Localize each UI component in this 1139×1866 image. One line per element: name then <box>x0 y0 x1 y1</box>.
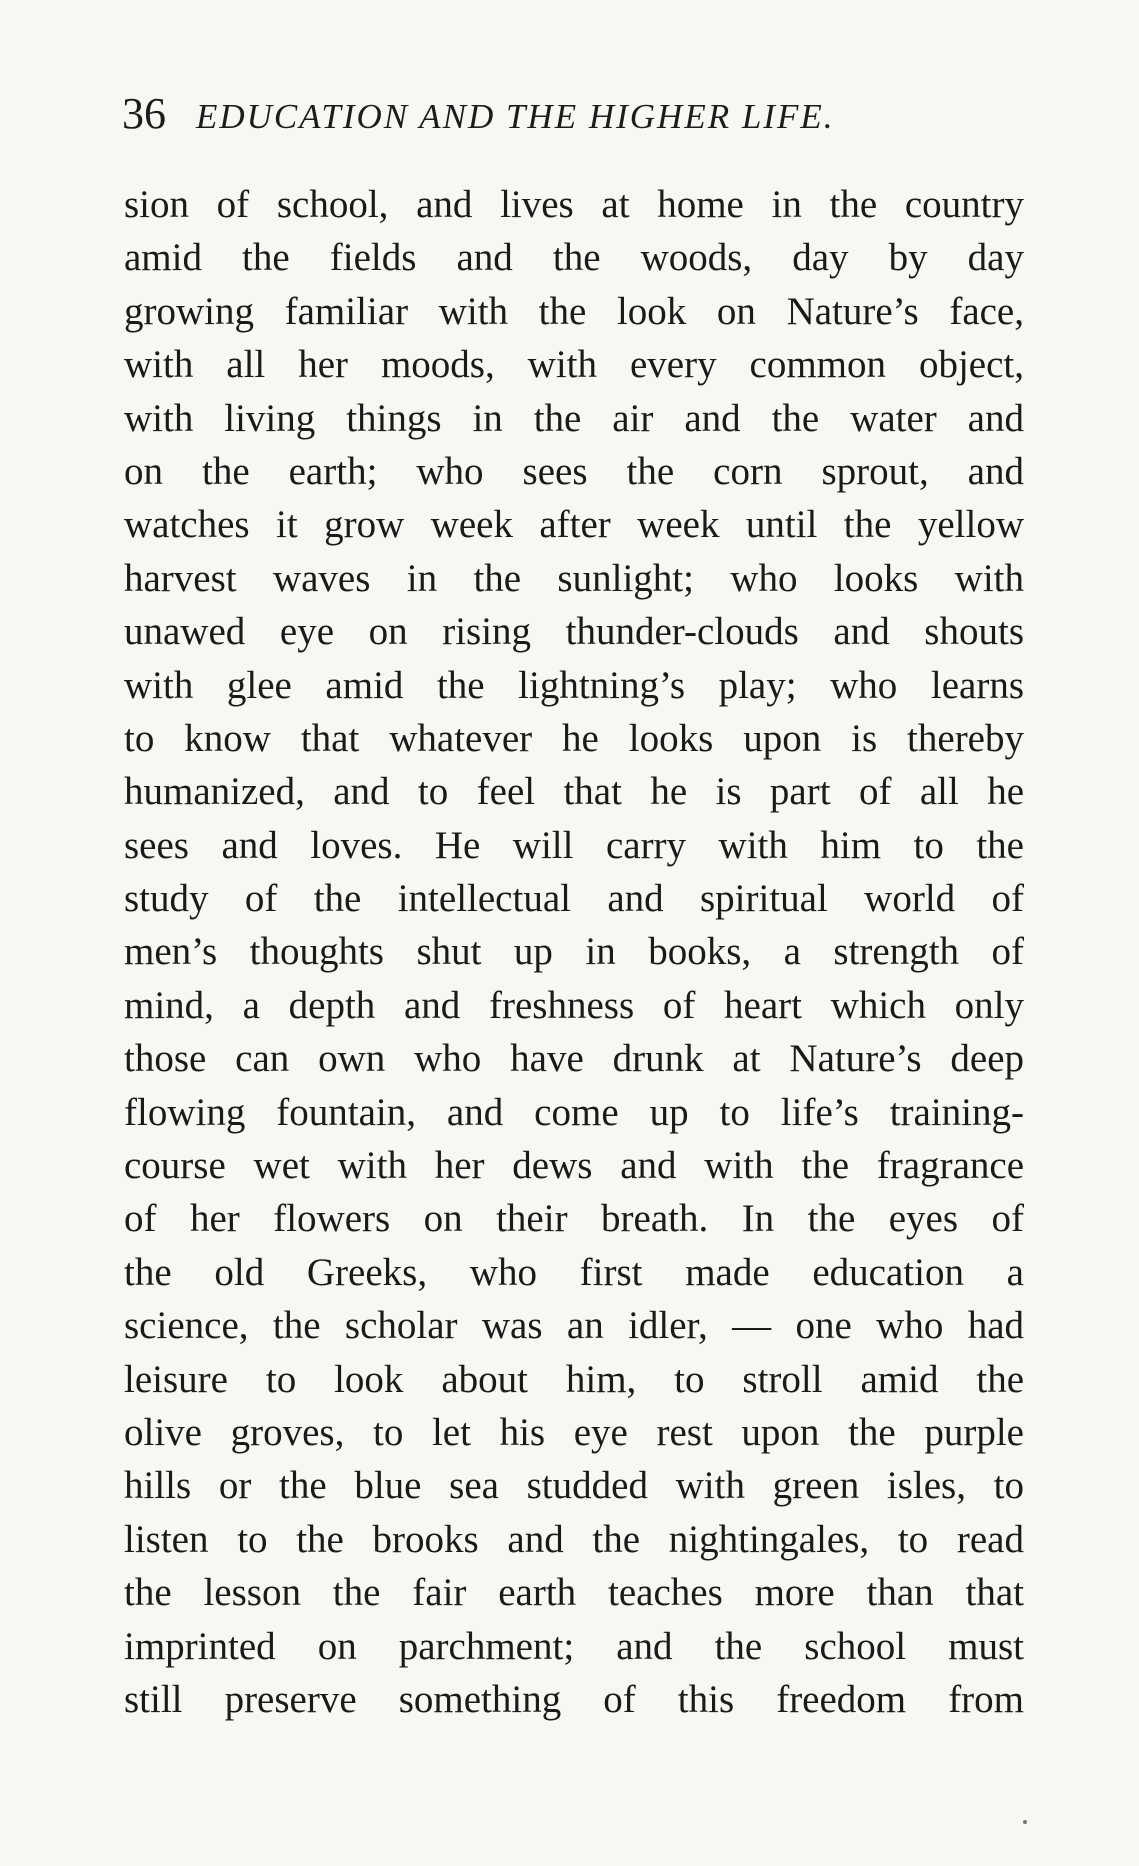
text-line: science, the scholar was an idler, — one who had <box>124 1304 1024 1348</box>
text-line: of her flowers on their breath. In the eyes of <box>124 1197 1024 1241</box>
text-line: those can own who have drunk at Nature’s deep <box>124 1037 1024 1081</box>
text-line: with living things in the air and the water and <box>124 396 1024 440</box>
text-line: watches it grow week after week until the yellow <box>124 503 1024 547</box>
text-line: course wet with her dews and with the fragrance <box>124 1144 1024 1188</box>
text-line: harvest waves in the sunlight; who looks with <box>124 556 1024 600</box>
text-line: the lesson the fair earth teaches more than that <box>124 1571 1024 1615</box>
paper-speck <box>1023 1820 1027 1824</box>
text-line: with glee amid the lightning’s play; who learns <box>124 663 1024 707</box>
text-line: imprinted on parchment; and the school must <box>124 1624 1024 1668</box>
text-line: sees and loves. He will carry with him to the <box>124 823 1024 867</box>
running-title: EDUCATION AND THE HIGHER LIFE. <box>196 97 835 136</box>
text-line: olive groves, to let his eye rest upon the purple <box>124 1410 1024 1454</box>
text-line: leisure to look about him, to stroll amid the <box>124 1357 1024 1401</box>
text-line: men’s thoughts shut up in books, a strength of <box>124 930 1024 974</box>
text-line: amid the fields and the woods, day by day <box>124 236 1024 280</box>
text-line: listen to the brooks and the nightingales, to read <box>124 1517 1024 1561</box>
text-line: mind, a depth and freshness of heart which only <box>124 983 1024 1027</box>
text-line: humanized, and to feel that he is part of all he <box>124 770 1024 814</box>
text-line: hills or the blue sea studded with green isles, to <box>124 1464 1024 1508</box>
page-header <box>122 88 1022 148</box>
body-text <box>124 178 1024 1726</box>
text-line: study of the intellectual and spiritual world of <box>124 877 1024 921</box>
page-number: 36 <box>122 89 166 138</box>
text-line: sion of school, and lives at home in the country <box>124 183 1024 226</box>
text-line: on the earth; who sees the corn sprout, and <box>124 449 1024 493</box>
text-line: with all her moods, with every common object, <box>124 343 1024 387</box>
text-line: still preserve something of this freedom from <box>124 1677 1024 1721</box>
text-line: the old Greeks, who first made education a <box>124 1250 1024 1294</box>
text-line: to know that whatever he looks upon is thereby <box>124 716 1024 760</box>
text-line: unawed eye on rising thunder-clouds and shouts <box>124 610 1024 654</box>
text-line: growing familiar with the look on Nature’s face, <box>124 289 1024 333</box>
text-line: flowing fountain, and come up to life’s training- <box>124 1090 1024 1134</box>
